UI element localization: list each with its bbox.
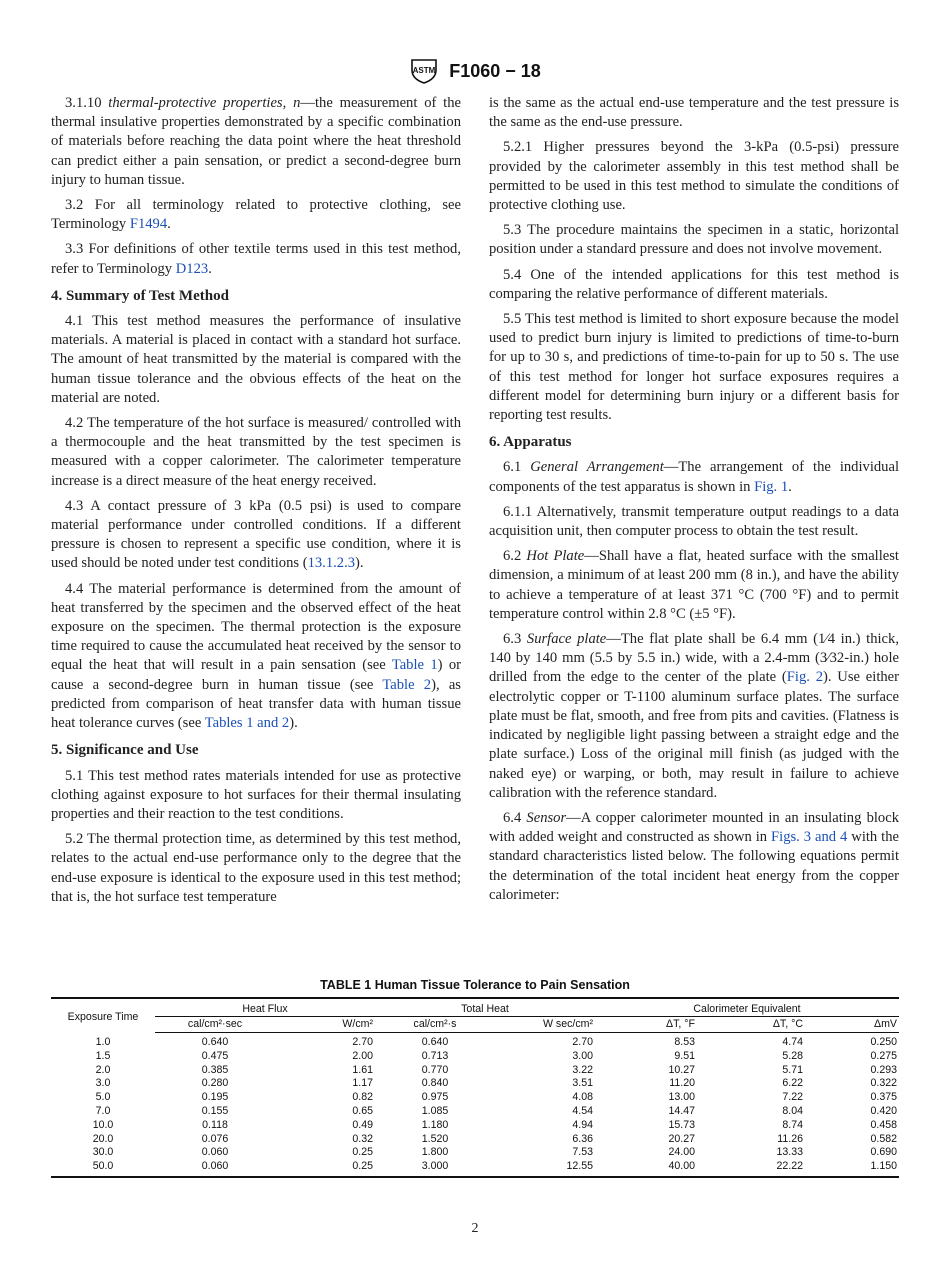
table-row	[51, 1033, 899, 1050]
table-cell: 9.51	[674, 1049, 695, 1062]
table-cell: 0.475	[201, 1049, 229, 1062]
table-cell: 0.458	[870, 1118, 897, 1131]
table-cell: 1.61	[352, 1063, 373, 1076]
table-cell: 1.800	[421, 1146, 449, 1159]
table-cell: 3.51	[572, 1077, 593, 1090]
link-d123[interactable]: D123	[175, 260, 209, 277]
table-cell: 5.0	[95, 1091, 111, 1104]
table-cell: 5.71	[782, 1063, 803, 1076]
table-cell: 2.0	[95, 1063, 111, 1076]
link-tables-1-and-2[interactable]: Tables 1 and 2	[204, 715, 290, 732]
table-cell: 1.180	[421, 1118, 449, 1131]
table-cell: 6.22	[782, 1077, 803, 1090]
table-cell: 14.47	[668, 1104, 695, 1117]
subheader-cal-cm2-sec: cal/cm²·sec	[155, 1017, 275, 1033]
table-cell: 0.322	[870, 1077, 897, 1090]
table-row	[51, 1146, 899, 1160]
astm-logo-icon	[409, 58, 439, 84]
table-cell: 1.17	[352, 1077, 373, 1090]
table-cell: 50.0	[51, 1160, 155, 1177]
table-cell: 4.94	[572, 1118, 593, 1131]
paragraph-5-3: 5.3 The procedure maintains the specimen in a static, horizontal position under a standard pressure and does not involve movement.	[489, 222, 899, 258]
table-cell: 0.420	[870, 1104, 897, 1117]
table-cell: 7.22	[782, 1091, 803, 1104]
table-cell: 10.0	[92, 1118, 114, 1131]
table-cell: 13.00	[668, 1091, 695, 1104]
table-cell: 6.36	[572, 1132, 593, 1145]
table-1	[51, 997, 899, 1178]
link-f1494[interactable]: F1494	[129, 216, 168, 233]
calorimeter-equivalent-header: Calorimeter Equivalent	[595, 998, 899, 1017]
paragraph-6-1: 6.1 General Arrangement—The arrangement of the individual components of the test apparatus is shown in Fig. 1.	[489, 459, 900, 495]
table-cell: 4.08	[572, 1091, 593, 1104]
table-cell: 0.155	[201, 1104, 229, 1117]
paragraph-5-2-1: 5.2.1 Higher pressures beyond the 3-kPa (0.5-psi) pressure provided by the calorimeter assembly in this test method shall be permitted to be used in this test method to simulate the conditions of protective clothing use.	[489, 139, 899, 214]
table-cell: 1.5	[95, 1049, 111, 1062]
table-cell: 20.27	[668, 1132, 695, 1145]
paragraph-6-4: 6.4 Sensor—A copper calorimeter mounted in an insulating block with added weight and constructed as shown in Figs. 3 and 4 with the standard characteristics listed below. The following equations permit the determination of the total incident heat energy from the copper calorimeter:	[489, 809, 899, 903]
paragraph-5-4: 5.4 One of the intended applications for this test method is comparing the relative performance of different materials.	[489, 266, 899, 302]
table-row	[51, 1077, 899, 1091]
paragraph-4-2: 4.2 The temperature of the hot surface is measured/ controlled with a thermocouple and the heat transmitted by the test specimen is measured with a copper calorimeter. The calorimeter temperature increase is a direct measure of the heat energy received.	[51, 415, 461, 489]
table-cell: 0.060	[201, 1146, 229, 1159]
paragraph-4-1: 4.1 This test method measures the performance of insulative materials. A material is placed in contact with a standard hot surface. The amount of heat transmitted by the material is compared with the human tissue tolerance and the obvious effects of the heat on the material are noted.	[51, 313, 461, 406]
total-heat-header: Total Heat	[375, 998, 595, 1017]
table-cell: 0.640	[421, 1036, 449, 1048]
table-cell: 0.690	[870, 1146, 897, 1159]
table-cell: 8.53	[674, 1036, 695, 1048]
table-cell: 0.640	[201, 1036, 229, 1048]
table-cell: 0.25	[352, 1146, 373, 1159]
table-cell: 0.65	[352, 1104, 373, 1117]
table-cell: 1.520	[421, 1132, 449, 1145]
table-cell: 0.076	[201, 1132, 229, 1145]
table-cell: 0.49	[352, 1118, 373, 1131]
paragraph-3-1-10: 3.1.10 thermal-protective properties, n—the measurement of the thermal insulative properties demonstrated by a specific combination of materials before reaching the data point where the heat threshold can predict either a pain sensation, or predict a second-degree burn injury to human tissue.	[51, 95, 461, 188]
table-row	[51, 1119, 899, 1133]
section-6-heading: 6. Apparatus	[489, 434, 572, 451]
page-number: 2	[471, 1221, 479, 1236]
table-cell: 0.385	[201, 1063, 229, 1076]
table-row	[51, 1105, 899, 1119]
paragraph-4-4: 4.4 The material performance is determined from the amount of heat transferred by the specimen and the observed effect of the heat exposure on the specimen. The thermal protection is the exposure time required to cause the accumulated heat received by the sensor to equal the heat that will result in a pain sensation (see Table 1) or cause a second-degree burn in human tissue (see Table 2), as predicted from comparison of heat transfer data with human tissue heat tolerance curves (see Tables 1 and 2).	[51, 580, 461, 732]
table-cell: 1.150	[805, 1160, 899, 1177]
table-row	[51, 1133, 899, 1147]
paragraph-5-2: 5.2 The thermal protection time, as determined by this test method, relates to the actual end-use performance only to the degree that the end-use exposure is identical to the exposure used in this test method; that is, the hot surface test temperature	[51, 831, 461, 905]
table-cell: 12.55	[495, 1160, 595, 1177]
standard-code: F1060 − 18	[449, 60, 541, 81]
table-cell: 0.975	[421, 1091, 449, 1104]
table-cell: 2.70	[352, 1036, 373, 1048]
subheader-w-sec-cm2: W sec/cm²	[495, 1017, 595, 1033]
table-cell: 2.70	[572, 1036, 593, 1048]
table-cell: 0.770	[421, 1063, 449, 1076]
table-cell: 0.840	[421, 1077, 449, 1090]
table-row	[51, 1064, 899, 1078]
table-cell: 3.22	[572, 1063, 593, 1076]
table-cell: 7.53	[572, 1146, 593, 1159]
table-cell: 2.00	[352, 1049, 373, 1062]
table-cell: 0.82	[352, 1091, 373, 1104]
paragraph-5-5: 5.5 This test method is limited to short exposure because the model used to predict burn injury is limited to predictions of time-to-burn for up to 30 s, and predictions of time-to-pain for up to 50 s. The use of this test method for longer hot surface exposures requires a different model for determining burn injury or a different basis for reporting test results.	[489, 311, 899, 424]
table-cell: 22.22	[697, 1160, 805, 1177]
paragraph-3-2: 3.2 For all terminology related to protective clothing, see Terminology F1494.	[51, 197, 461, 233]
table-cell: 5.28	[782, 1049, 803, 1062]
paragraph-5-2-continued: is the same as the actual end-use temperature and the test pressure is the same as the end-use pressure.	[489, 95, 899, 131]
table-cell: 3.000	[375, 1160, 495, 1177]
link-figs-3-and-4[interactable]: Figs. 3 and 4	[771, 829, 848, 846]
exposure-time-header: Exposure Time	[51, 998, 155, 1033]
table-cell: 1.085	[421, 1104, 449, 1117]
link-fig-2[interactable]: Fig. 2	[786, 669, 823, 686]
subheader-delta-mv: ΔmV	[805, 1017, 899, 1033]
paragraph-6-2: 6.2 Hot Plate—Shall have a flat, heated surface with the smallest dimension, a minimum of at least 200 mm (8 in.), and have the ability to achieve a temperature of at least 371 °C (700 °F) and to permit temperature control within 2.8 °C (±5 °F).	[489, 548, 899, 622]
table-cell: 0.25	[275, 1160, 375, 1177]
table-1-title: TABLE 1 Human Tissue Tolerance to Pain Sensation	[320, 978, 630, 992]
table-cell: 20.0	[92, 1132, 114, 1145]
table-cell: 3.00	[572, 1049, 593, 1062]
table-cell: 0.195	[201, 1091, 229, 1104]
table-cell: 3.0	[95, 1077, 111, 1090]
subheader-delta-t-f: ΔT, °F	[595, 1017, 697, 1033]
section-4-heading: 4. Summary of Test Method	[51, 287, 229, 304]
table-row	[51, 1160, 899, 1177]
link-table-2[interactable]: Table 2	[382, 676, 432, 693]
table-cell: 10.27	[668, 1063, 695, 1076]
table-cell: 0.060	[155, 1160, 275, 1177]
table-cell: 0.275	[870, 1049, 897, 1062]
paragraph-6-1-1: 6.1.1 Alternatively, transmit temperature output readings to a data acquisition unit, then computer process to obtain the test result.	[489, 503, 899, 540]
table-cell: 15.73	[668, 1118, 695, 1131]
paragraph-6-3: 6.3 Surface plate—The flat plate shall be 6.4 mm (1⁄4 in.) thick, 140 by 140 mm (5.5 by 5.5 in.) wide, with a 2.4-mm (3⁄32-in.) hole drilled from the edge to the center of the plate (Fig. 2). Use either electrolytic copper or T-1100 aluminum surface plates. The surface plate must be flat, smooth, and free from pits and cavities. (Flatness is indicated by negligible light passing between a straight edge and the plate surface.) Loss of the original mill finish (as judged with the naked eye) or warping, or both, may result in failure to achieve calibration with the reference standard.	[489, 631, 900, 801]
link-13-1-2-3[interactable]: 13.1.2.3	[307, 555, 356, 572]
table-cell: 4.54	[572, 1104, 593, 1117]
subheader-delta-t-c: ΔT, °C	[697, 1017, 805, 1033]
table-cell: 40.00	[595, 1160, 697, 1177]
svg-text:ASTM: ASTM	[412, 66, 436, 75]
table-cell: 11.20	[669, 1077, 695, 1090]
left-column	[51, 94, 461, 913]
table-cell: 4.74	[782, 1036, 803, 1048]
table-cell: 8.74	[782, 1118, 803, 1131]
table-row	[51, 1050, 899, 1064]
table-cell: 0.280	[201, 1077, 229, 1090]
subheader-cal-cm2-s: cal/cm²·s	[375, 1017, 495, 1033]
table-cell: 0.713	[421, 1049, 449, 1062]
table-cell: 0.293	[870, 1063, 897, 1076]
table-cell: 1.0	[95, 1035, 111, 1048]
table-cell: 24.00	[668, 1146, 695, 1159]
table-cell: 0.582	[870, 1132, 897, 1145]
heat-flux-header: Heat Flux	[155, 998, 375, 1017]
paragraph-5-1: 5.1 This test method rates materials intended for use as protective clothing against exposure to hot surfaces for their thermal insulating properties and their reaction to the test conditions.	[51, 767, 461, 822]
page-header	[0, 58, 950, 84]
subheader-w-cm2: W/cm²	[275, 1017, 375, 1033]
table-cell: 8.04	[782, 1104, 803, 1117]
table-cell: 0.118	[202, 1118, 228, 1131]
table-cell: 7.0	[95, 1104, 111, 1117]
paragraph-3-3: 3.3 For definitions of other textile terms used in this test method, refer to Terminology D123.	[51, 241, 461, 277]
table-cell: 0.32	[352, 1132, 373, 1145]
table-cell: 11.26	[777, 1132, 803, 1145]
link-fig-1[interactable]: Fig. 1	[754, 478, 789, 495]
paragraph-4-3: 4.3 A contact pressure of 3 kPa (0.5 psi) is used to compare material performance under controlled conditions. If a different pressure is chosen to represent a specific use condition, where it is used should be noted under test conditions (13.1.2.3).	[51, 497, 461, 572]
table-cell: 0.250	[870, 1036, 897, 1048]
table-cell: 13.33	[776, 1146, 803, 1159]
table-cell: 30.0	[92, 1146, 114, 1159]
section-5-heading: 5. Significance and Use	[51, 742, 199, 759]
link-table-1[interactable]: Table 1	[391, 657, 438, 674]
table-row	[51, 1091, 899, 1105]
right-column	[489, 94, 899, 911]
table-1-body	[51, 1033, 899, 1177]
table-cell: 0.375	[870, 1091, 897, 1104]
